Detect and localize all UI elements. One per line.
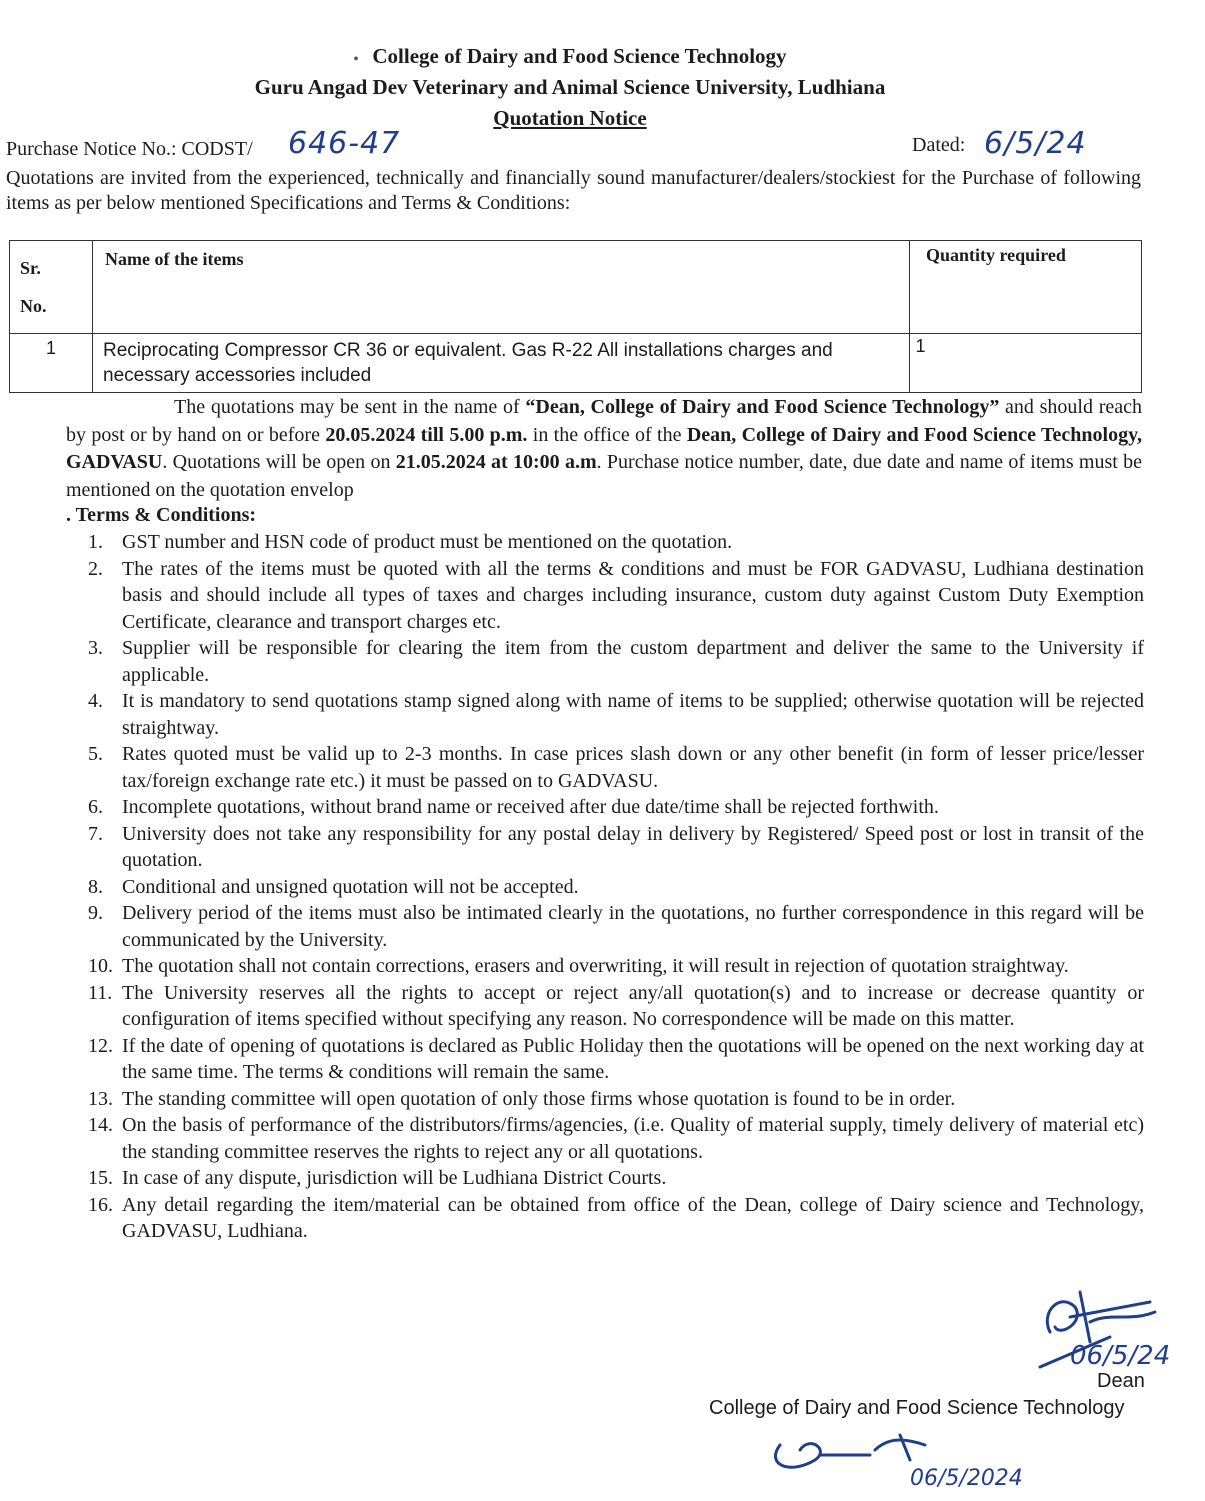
purchase-notice-number (6, 126, 401, 161)
intro-paragraph: Quotations are invited from the experienced, technically and financially sound manufacturer/dealers/stockiest for the Purchase of following items as per below mentioned Specifications and Terms & Conditions: (6, 167, 1141, 214)
list-item: 6. Incomplete quotations, without brand name or received after due date/time shall be rejected forthwith. (88, 796, 939, 818)
list-item: 8. Conditional and unsigned quotation will not be accepted. (88, 875, 579, 898)
notice-title: Quotation Notice (493, 106, 647, 130)
dean-signature-date: 06/5/24 (1070, 1341, 1171, 1371)
list-item: 11. The University reserves all the rights to accept or reject any/all quotation(s) and to increase or decrease quantity or configuration of items specified without specifying any reason. No correspondence will be made on this matter. (88, 981, 1144, 1030)
list-item: 15. In case of any dispute, jurisdiction will be Ludhiana District Courts. (88, 1167, 667, 1189)
list-item: 9. Delivery period of the items must also be intimated clearly in the quotations, no further correspondence in this regard will be communicated by the University. (88, 902, 1144, 951)
list-item: 12. If the date of opening of quotations is declared as Public Holiday then the quotations will be opened on the next working day at the same time. The terms & conditions will remain the same. (88, 1034, 1144, 1083)
list-item: 16. Any detail regarding the item/material can be obtained from office of the Dean, college of Dairy science and Technology, GADVASU, Ludhiana. (88, 1193, 1144, 1242)
countersignature (760, 1415, 1040, 1500)
college-name-heading: • College of Dairy and Food Science Technology (353, 44, 787, 68)
table-row (10, 334, 1142, 393)
list-item: 3. Supplier will be responsible for clearing the item from the custom department and deliver the same to the University if applicable. (88, 637, 1144, 686)
countersignature-date: 06/5/2024 (910, 1466, 1023, 1491)
dean-signature (1030, 1282, 1190, 1382)
terms-heading: . Terms & Conditions: (66, 504, 257, 526)
items-table (9, 240, 1142, 393)
notice-date (912, 126, 1087, 161)
university-name-heading: Guru Angad Dev Veterinary and Animal Science University, Ludhiana (254, 75, 886, 99)
list-item: 10. The quotation shall not contain corrections, erasers and overwriting, it will result in rejection of quotation straightway. (88, 955, 1069, 977)
row-sr-no: 1 (10, 334, 93, 393)
purchase-notice-label: Purchase Notice No.: CODST/ (6, 138, 253, 160)
table-header-row (10, 241, 1142, 334)
signatory-designation: Dean (1097, 1370, 1145, 1392)
terms-list (88, 529, 1144, 1245)
signatory-college: College of Dairy and Food Science Technology (709, 1397, 1125, 1419)
row-item-name: Reciprocating Compressor CR 36 or equivalent. Gas R-22 All installations charges and necessary accessories included (93, 334, 910, 393)
list-item: 1. GST number and HSN code of product must be mentioned on the quotation. (88, 531, 733, 553)
submission-paragraph: The quotations may be sent in the name of “Dean, College of Dairy and Food Science Technology” and should reach by post or by hand on or before 20.05.2024 till 5.00 p.m. in the office of the Dean, College of Dairy and Food Science Technology, GADVASU. Quotations will be open on 21.05.2024 at 10:00 a.m. Purchase notice number, date, due date and name of items must be mentioned on the quotation envelop (66, 396, 1142, 501)
row-quantity: 1 (910, 334, 1142, 393)
handwritten-notice-number: 646-47 (288, 126, 401, 161)
handwritten-date: 6/5/24 (984, 126, 1087, 161)
header-sr-no: Sr. No. (10, 241, 93, 334)
dated-label: Dated: (912, 134, 966, 156)
list-item: 7. University does not take any responsibility for any postal delay in delivery by Registered/ Speed post or lost in transit of the quotation. (88, 822, 1144, 871)
list-item: 4. It is mandatory to send quotations stamp signed along with name of items to be supplied; otherwise quotation will be rejected straightway. (88, 690, 1144, 739)
list-item: 5. Rates quoted must be valid up to 2-3 months. In case prices slash down or any other benefit (in form of lesser price/lesser tax/foreign exchange rate etc.) it must be passed on to GADVASU. (88, 743, 1144, 792)
header-quantity: Quantity required (910, 241, 1142, 334)
list-item: 2. The rates of the items must be quoted with all the terms & conditions and must be FOR GADVASU, Ludhiana destination basis and should include all types of taxes and charges including insurance, custom duty against Custom Duty Exemption Certificate, clearance and transport charges etc. (88, 557, 1144, 633)
list-item: 13. The standing committee will open quotation of only those firms whose quotation is found to be in order. (88, 1087, 956, 1110)
header-item-name: Name of the items (93, 241, 910, 334)
list-item: 14. On the basis of performance of the distributors/firms/agencies, (i.e. Quality of material supply, timely delivery of material etc) the standing committee reserves the rights to reject any or all quotations. (88, 1114, 1144, 1163)
